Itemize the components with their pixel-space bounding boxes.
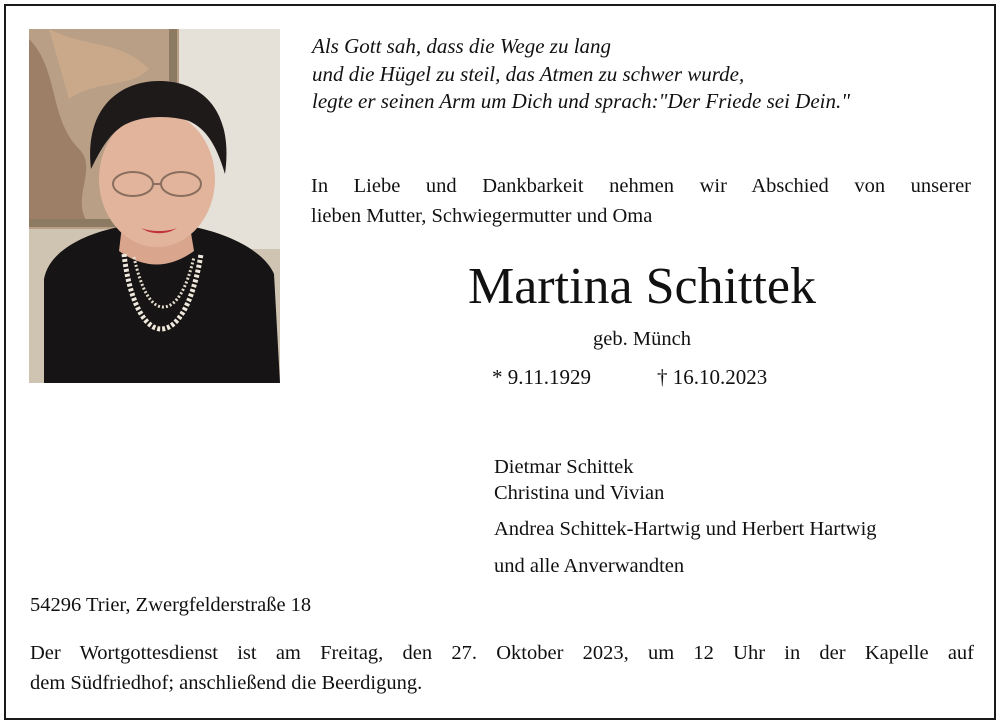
service-line: Der Wortgottesdienst ist am Freitag, den 27. Oktober 2023, um 12 Uhr in der Kapelle auf — [30, 642, 974, 664]
birth-date: * 9.11.1929 — [492, 365, 591, 389]
family-member: Andrea Schittek-Hartwig und Herbert Hartwig — [494, 518, 877, 540]
poem — [312, 33, 850, 116]
service-info — [30, 638, 974, 698]
service-line: dem Südfriedhof; anschließend die Beerdigung. — [30, 672, 423, 694]
poem-line: legte er seinen Arm um Dich und sprach:"Der Friede sei Dein." — [312, 89, 851, 113]
death-date: † 16.10.2023 — [657, 365, 768, 389]
intro-line: In Liebe und Dankbarkeit nehmen wir Abschied von unserer — [311, 175, 971, 197]
mourning-address: 54296 Trier, Zwergfelderstraße 18 — [30, 594, 312, 616]
deceased-name: Martina Schittek — [467, 258, 817, 315]
poem-line: und die Hügel zu steil, das Atmen zu schwer wurde, — [312, 61, 745, 86]
farewell-intro — [311, 171, 971, 231]
portrait-photo — [29, 29, 280, 383]
family-member: Dietmar Schittek — [494, 456, 634, 478]
intro-line: lieben Mutter, Schwiegermutter und Oma — [311, 205, 653, 227]
poem-line: Als Gott sah, dass die Wege zu lang — [312, 34, 612, 58]
portrait-photo-icon — [29, 29, 280, 383]
family-member: und alle Anverwandten — [494, 555, 685, 577]
maiden-name: geb. Münch — [593, 328, 691, 350]
family-member: Christina und Vivian — [494, 482, 665, 504]
